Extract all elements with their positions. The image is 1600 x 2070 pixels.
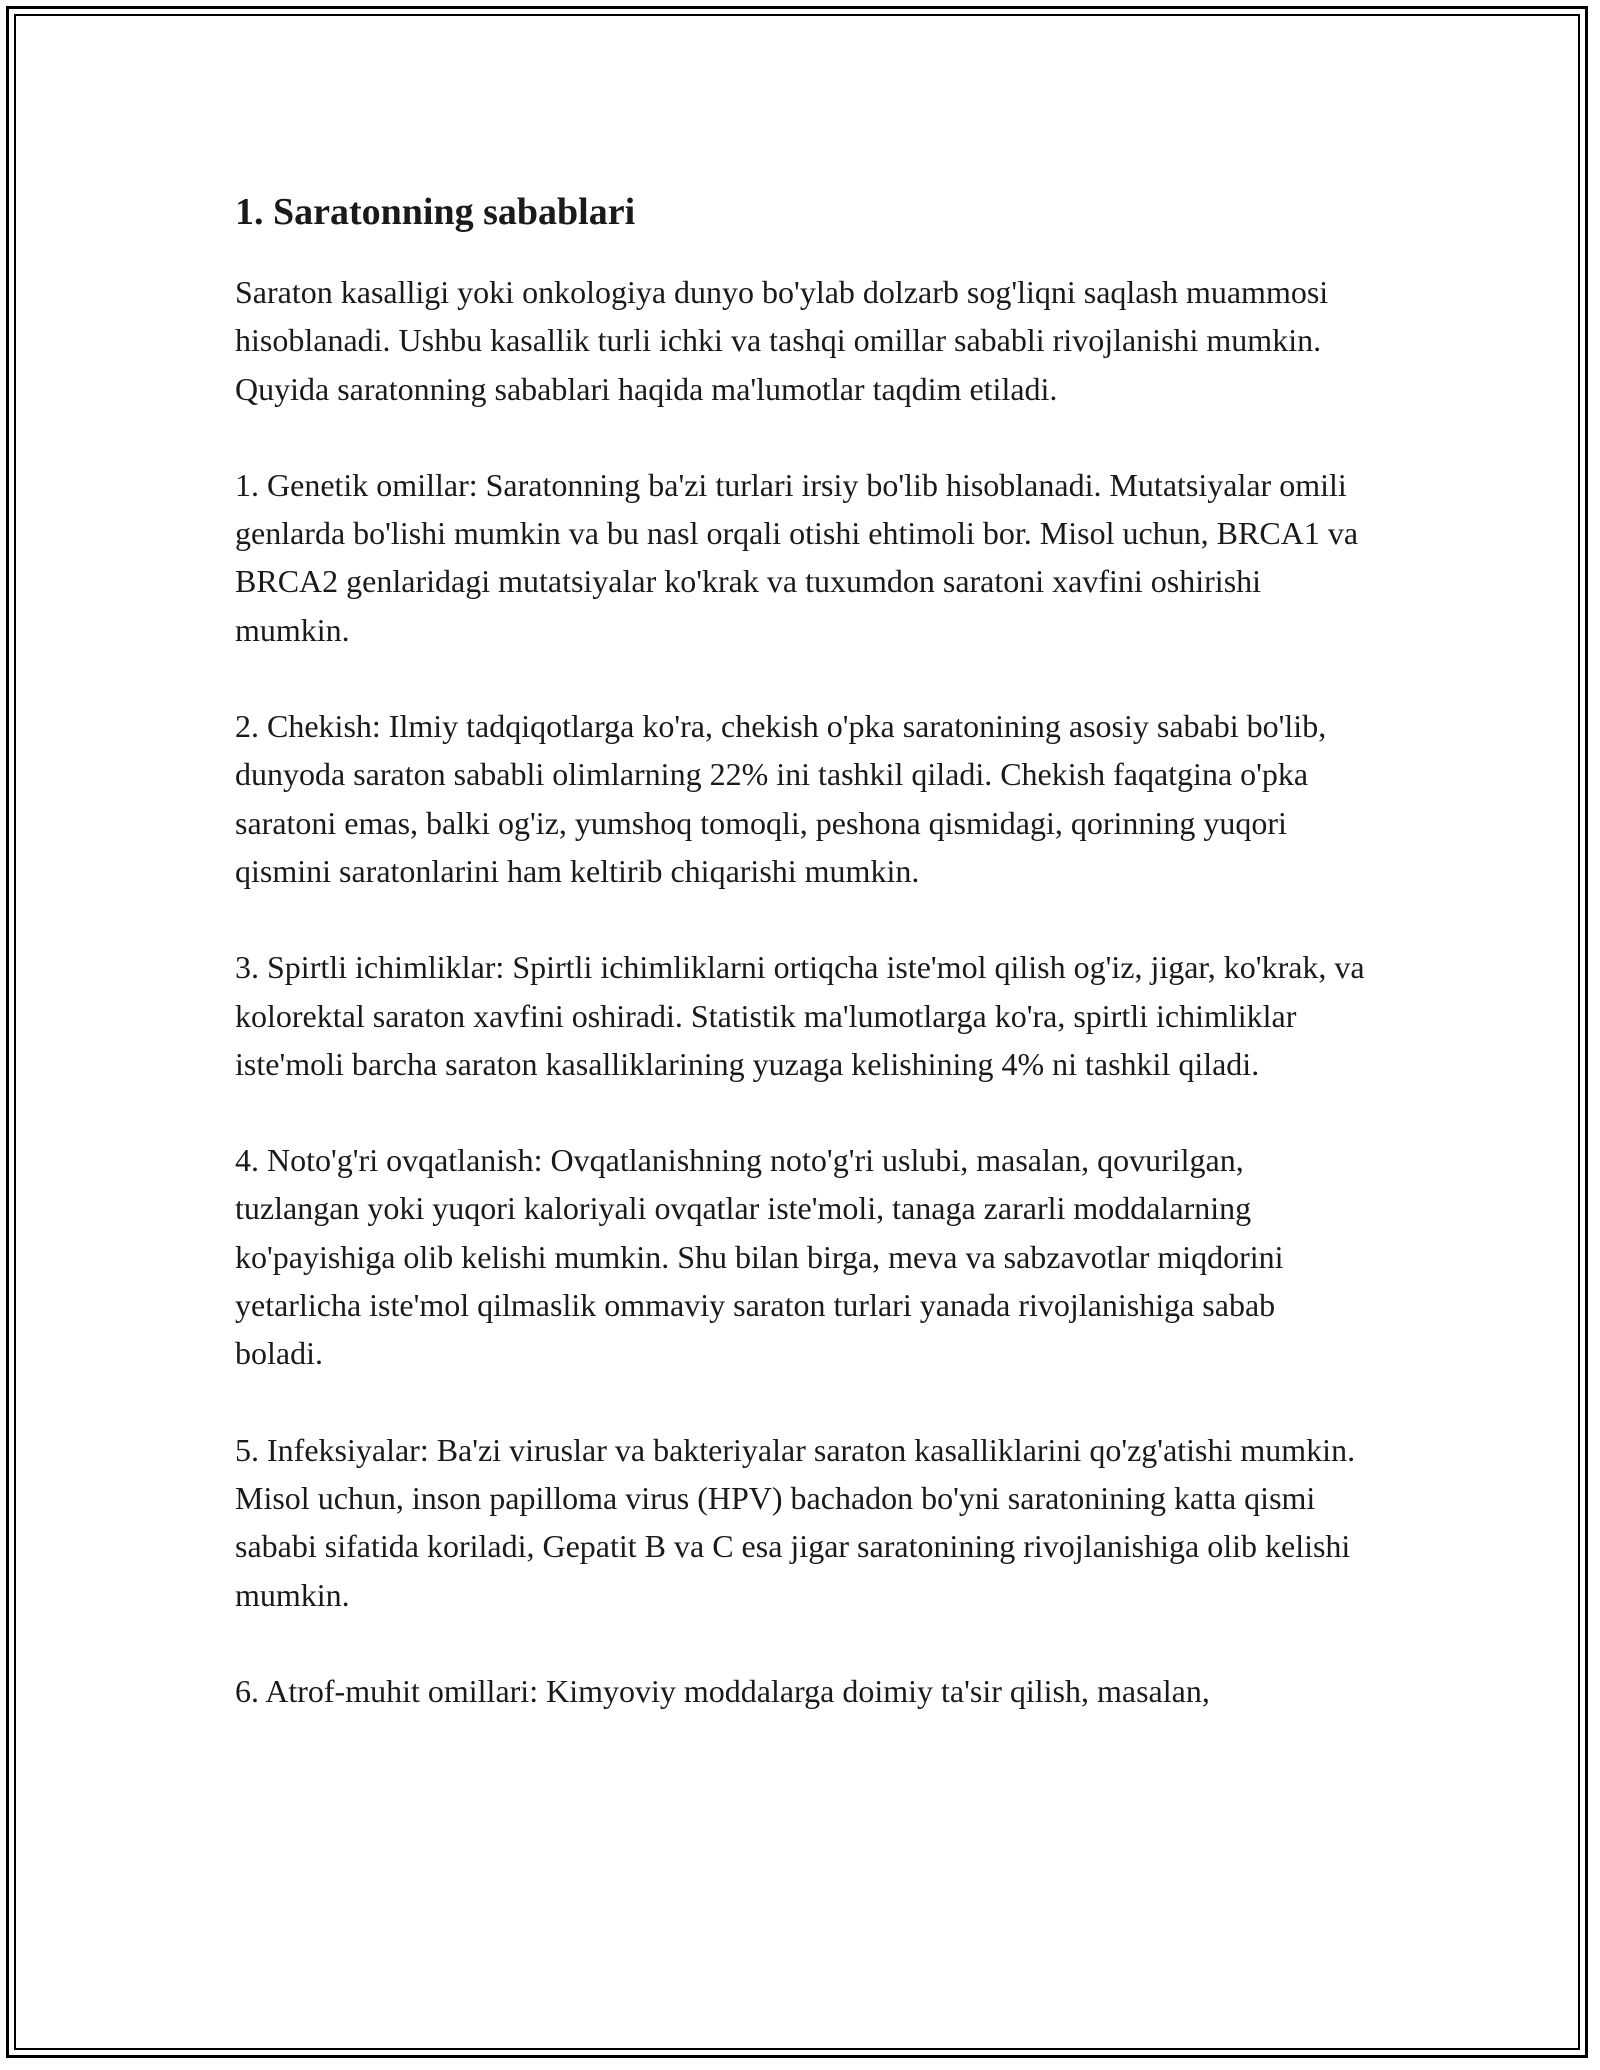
document-body [235,186,1365,1763]
intro-paragraph: Saraton kasalligi yoki onkologiya dunyo bo'ylab dolzarb sog'liqni saqlash muammosi hisoblanadi. Ushbu kasallik turli ichki va tashqi omillar sababli rivojlanishi mumkin. Quyida saratonning sabablari haqida ma'lumotlar taqdim etiladi. [235,274,1329,407]
paragraph-infections: 5. Infeksiyalar: Ba'zi viruslar va bakteriyalar saraton kasalliklarini qo'zg'atishi mumkin. Misol uchun, inson papilloma virus (HPV) bachadon bo'yni saratonining katta qismi sababi sifatida koriladi, Gepatit B va C esa jigar saratonining rivojlanishiga olib kelishi mumkin. [235,1431,1356,1613]
paragraph-poor-nutrition: 4. Noto'g'ri ovqatlanish: Ovqatlanishning noto'g'ri uslubi, masalan, qovurilgan, tuzlangan yoki yuqori kaloriyali ovqatlar iste'moli, tanaga zararli moddalarning ko'payishiga olib kelishi mumkin. Shu bilan birga, meva va sabzavotlar miqdorini yetarlicha iste'mol qilmaslik ommaviy saraton turlari yanada rivojlanishiga sabab boladi. [235,1142,1284,1372]
paragraph-environmental-factors: 6. Atrof-muhit omillari: Kimyoviy moddalarga doimiy ta'sir qilish, masalan, [235,1672,1210,1709]
paragraph-alcohol: 3. Spirtli ichimliklar: Spirtli ichimliklarni ortiqcha iste'mol qilish og'iz, jigar, ko'krak, va kolorektal saraton xavfini oshiradi. Statistik ma'lumotlarga ko'ra, spirtli ichimliklar iste'moli barcha saraton kasalliklarining yuzaga kelishining 4% ni tashkil qiladi. [235,949,1365,1082]
paragraph-smoking: 2. Chekish: Ilmiy tadqiqotlarga ko'ra, chekish o'pka saratonining asosiy sababi bo'lib, dunyoda saraton sababli olimlarning 22% ini tashkil qiladi. Chekish faqatgina o'pka saratoni emas, balki og'iz, yumshoq tomoqli, peshona qismidagi, qorinning yuqori qismini saratonlarini ham keltirib chiqarishi mumkin. [235,708,1327,889]
paragraph-genetic-factors: 1. Genetik omillar: Saratonning ba'zi turlari irsiy bo'lib hisoblanadi. Mutatsiyalar omili genlarda bo'lishi mumkin va bu nasl orqali otishi ehtimoli bor. Misol uchun, BRCA1 va BRCA2 genlaridagi mutatsiyalar ko'krak va tuxumdon saratoni xavfini oshirishi mumkin. [235,466,1359,648]
section-heading: 1. Saratonning sabablari [235,191,636,233]
